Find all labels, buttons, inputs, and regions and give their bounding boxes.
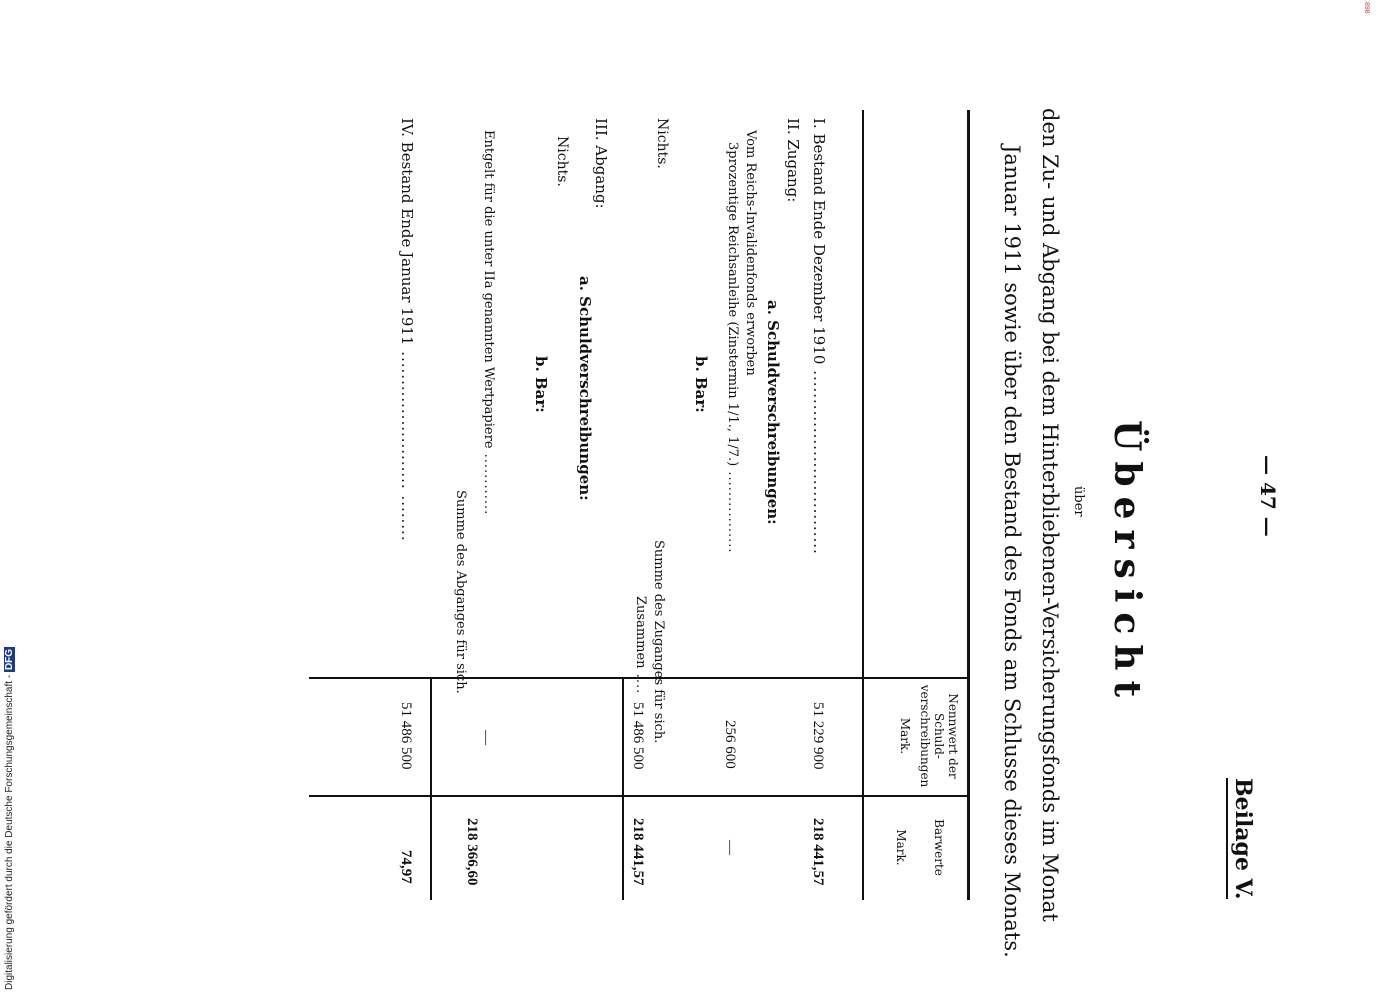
- column-header-cash-label: Barwerte: [932, 819, 946, 876]
- page-title: Übersicht: [1106, 420, 1148, 708]
- subtitle-over: über: [1071, 486, 1086, 517]
- row-cash-14: 218 366,60: [464, 818, 480, 886]
- row-text-4: Vom Reichs-Invalidenfonds erworben: [743, 130, 758, 376]
- row-text-7: Nichts.: [654, 118, 670, 169]
- corner-mark: 898: [1363, 2, 1370, 14]
- table-header-rule: [862, 110, 864, 900]
- row-nominal-16: 51 486 500: [398, 702, 414, 770]
- appendix-label: Beilage V.: [1226, 778, 1256, 899]
- column-header-nominal-label: Nennwert der Schuld- verschreibungen: [918, 684, 960, 788]
- row-cash-5: —: [722, 840, 738, 855]
- row-text-16: IV. Bestand Ende Januar 1911 ........................ ........: [398, 118, 416, 542]
- row-text-2: II. Zugang:: [784, 118, 802, 203]
- column-header-cash: [894, 800, 946, 895]
- row-text-6: b. Bar:: [692, 356, 710, 413]
- row-text-15: Summe des Abganges für sich.: [453, 490, 468, 694]
- column-header-nominal: [898, 682, 960, 790]
- row-nominal-14: —: [478, 730, 494, 745]
- column-header-nominal-unit: Mark.: [898, 717, 912, 755]
- row-text-14: Entgelt für die unter IIa genannten Wertpapiere ............: [481, 130, 496, 516]
- row-text-3: a. Schuldverschreibungen:: [764, 300, 782, 525]
- row-text-5: 3prozentige Reichsanleihe (Zinstermin 1/1., 1/7.) ................: [725, 142, 740, 554]
- column-divider-2: [309, 795, 969, 797]
- row-nominal-9: 51 486 500: [630, 702, 646, 770]
- row-text-8: Summe des Zuganges für sich.: [651, 540, 666, 744]
- row-text-12: Nichts.: [554, 136, 570, 187]
- page-number: — 47 —: [1256, 455, 1280, 537]
- heading-line-2: Januar 1911 sowie über den Bestand des Fonds am Schlusse dieses Monats.: [1000, 145, 1024, 958]
- heading-line-1: den Zu- und Abgang bei dem Hinterbliebenen-Versicherungsfonds im Monat: [1038, 108, 1062, 922]
- row-nominal-1: 51 229 900: [810, 702, 826, 770]
- subtotal-rule-2: [430, 678, 432, 900]
- row-text-13: b. Bar:: [532, 356, 550, 413]
- digitization-note: Digitalisierung gefördert durch die Deutsche Forschungsgemeinschaft - DFG: [4, 648, 15, 990]
- dfg-logo: DFG: [4, 648, 15, 671]
- row-text-11: a. Schuldverschreibungen:: [576, 276, 594, 501]
- table-top-rule: [967, 110, 970, 900]
- row-cash-16: 74,97: [398, 850, 414, 884]
- document-page: [126, 0, 1306, 1000]
- row-text-9: Zusammen ....: [633, 596, 648, 695]
- row-text-10: III. Abgang:: [592, 118, 610, 209]
- row-text-1: I. Bestand Ende Dezember 1910 ................................: [810, 118, 828, 555]
- row-nominal-5: 256 600: [722, 720, 738, 769]
- subtotal-rule-1: [622, 678, 624, 900]
- column-header-cash-unit: Mark.: [894, 829, 908, 866]
- row-cash-9: 218 441,57: [630, 818, 646, 886]
- row-cash-1: 218 441,57: [810, 818, 826, 886]
